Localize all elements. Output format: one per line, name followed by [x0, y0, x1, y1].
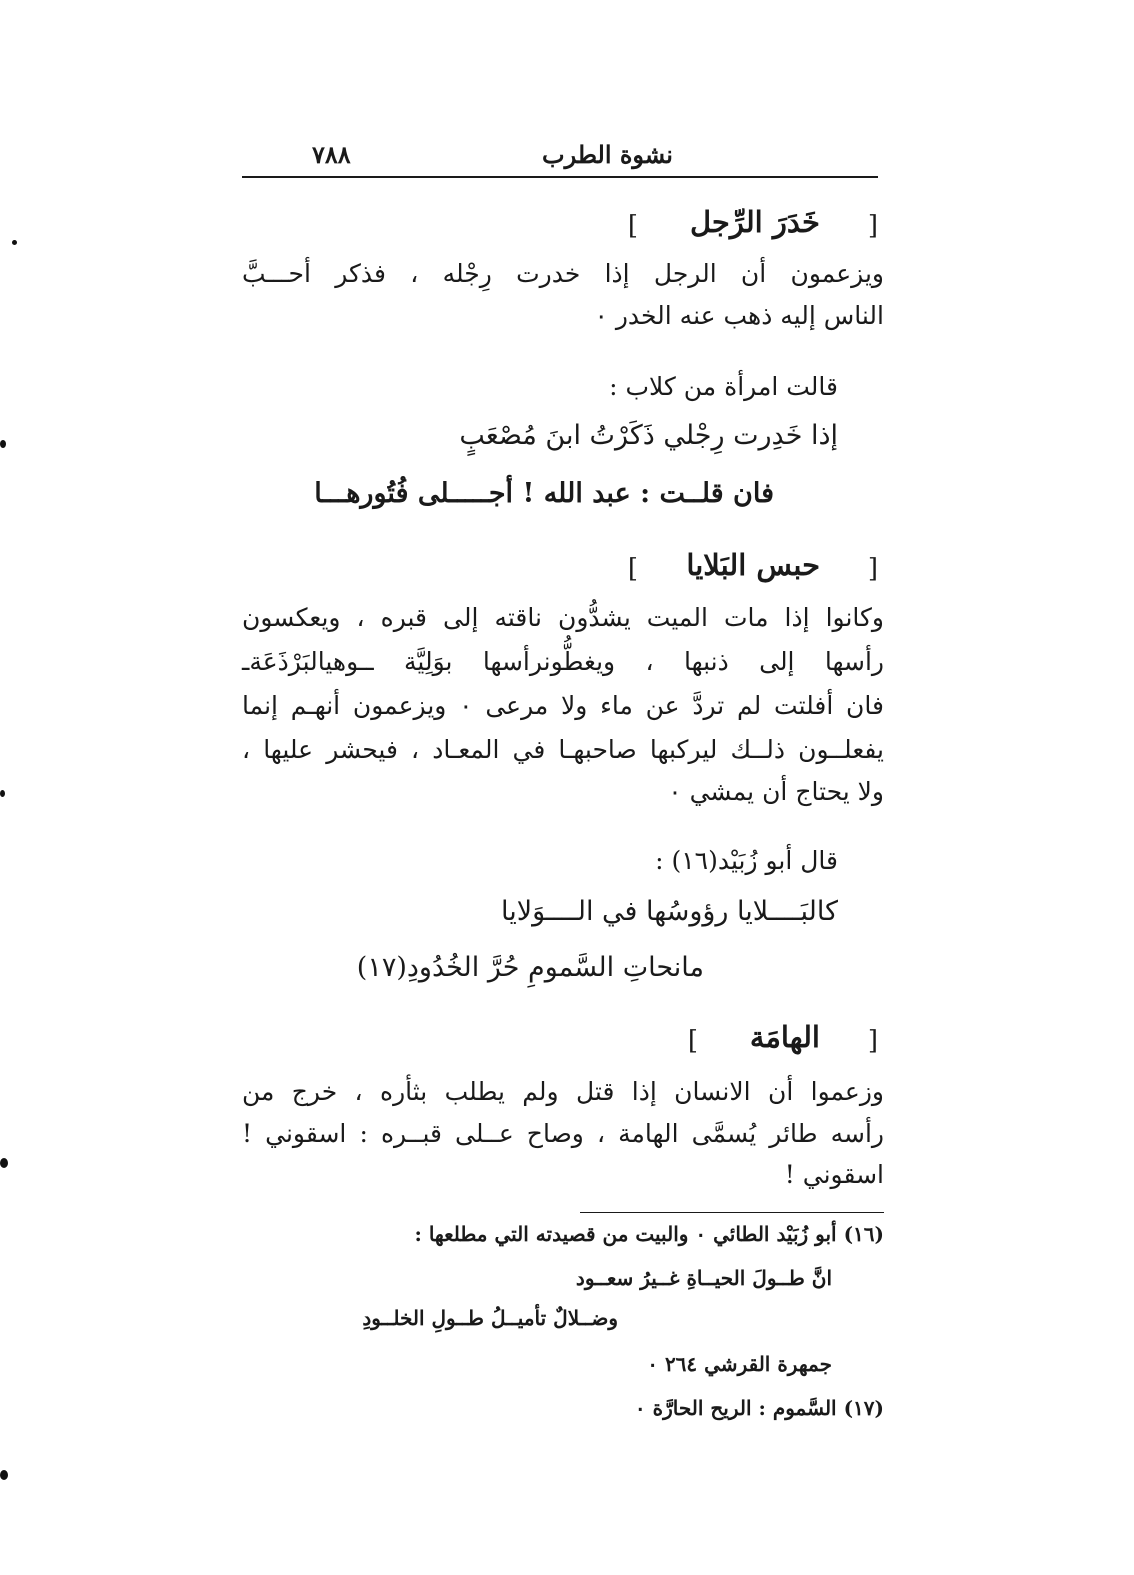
paragraph-line: فان أفلتت لم تردَّ عن ماء ولا مرعى ٠ ويزعمون أنهـم إنما — [242, 691, 884, 720]
running-header — [242, 140, 878, 176]
scan-speck — [12, 240, 17, 245]
footnote-verse: انَّ طــولَ الحيــاةِ غــيرُ سعــود — [575, 1266, 832, 1290]
heading-open-bracket: [ — [867, 554, 878, 584]
section-heading-alhama — [242, 1020, 878, 1064]
verse-line: فان قلــت : عبد الله ! أجـــــلى فُتُورهـــا — [314, 478, 774, 509]
paragraph-line: ولا يحتاج أن يمشي ٠ — [668, 777, 884, 806]
footnote-source: جمهرة القرشي ٢٦٤ ٠ — [647, 1352, 832, 1376]
section-title: الهامَة — [749, 1020, 820, 1054]
heading-close-bracket: ] — [627, 211, 638, 241]
paragraph-line: رأسه طائر يُسمَّى الهامة ، وصاح عــلى قبــره : اسقوني ! — [242, 1119, 884, 1148]
section-title: حبس البَلايا — [686, 548, 820, 582]
scan-speck — [0, 440, 6, 448]
verse-line: إذا خَدِرت رِجْلي ذَكَرْتُ ابنَ مُصْعَبٍ — [459, 420, 838, 451]
paragraph-line: اسقوني ! — [784, 1160, 884, 1189]
footnote-rule — [580, 1212, 884, 1213]
page-number: ٧٨٨ — [312, 140, 351, 169]
header-rule — [242, 176, 878, 178]
book-title: نشوة الطرب — [542, 140, 673, 169]
heading-open-bracket: [ — [867, 1026, 878, 1056]
paragraph-line: ويزعمون أن الرجل إذا خدرت رِجْله ، فذكر أحـــبَّ — [242, 259, 884, 288]
section-heading-khadar — [242, 205, 878, 249]
footnote-17: (١٧) السَّموم : الريح الحارَّة ٠ — [634, 1396, 884, 1420]
paragraph-line: وزعموا أن الانسان إذا قتل ولم يطلب بثأره ، خرج من — [242, 1077, 884, 1106]
paragraph-line: وكانوا إذا مات الميت يشدُّون ناقته إلى قبره ، ويعكسون — [242, 603, 884, 632]
paragraph-line: يفعلــون ذلــك ليركبها صاحبهـا في المعـاد ، فيحشر عليها ، — [242, 735, 884, 764]
section-heading-habs-albalaya — [242, 548, 878, 592]
heading-open-bracket: [ — [867, 211, 878, 241]
verse-intro: قال أبو زُبَيْد(١٦) : — [655, 846, 838, 875]
verse-line: مانحاتِ السَّمومِ حُرَّ الخُدُودِ(١٧) — [356, 952, 704, 983]
scan-speck — [0, 1158, 8, 1168]
footnote-verse: وضــلالٌ تأميــلُ طــولِ الخلــودِ — [362, 1306, 618, 1330]
heading-close-bracket: ] — [687, 1026, 698, 1056]
footnote-16: (١٦) أبو زُبَيْد الطائي ٠ والبيت من قصيدته التي مطلعها : — [414, 1222, 884, 1246]
scan-speck — [0, 1470, 8, 1480]
verse-intro: قالت امرأة من كلاب : — [609, 372, 838, 401]
section-title: خَدَرَ الرِّجل — [689, 205, 820, 239]
heading-close-bracket: ] — [627, 554, 638, 584]
paragraph-line: الناس إليه ذهب عنه الخدر ٠ — [594, 301, 884, 330]
verse-line: كالبَــــلايا رؤوسُها في الــــوَلايا — [501, 896, 838, 927]
scan-speck — [0, 790, 5, 797]
paragraph-line: رأسها إلى ذنبها ، ويغطُّونرأسها بوَلِيَّة ــوهيالبَرْذَعَةـ — [242, 647, 884, 676]
